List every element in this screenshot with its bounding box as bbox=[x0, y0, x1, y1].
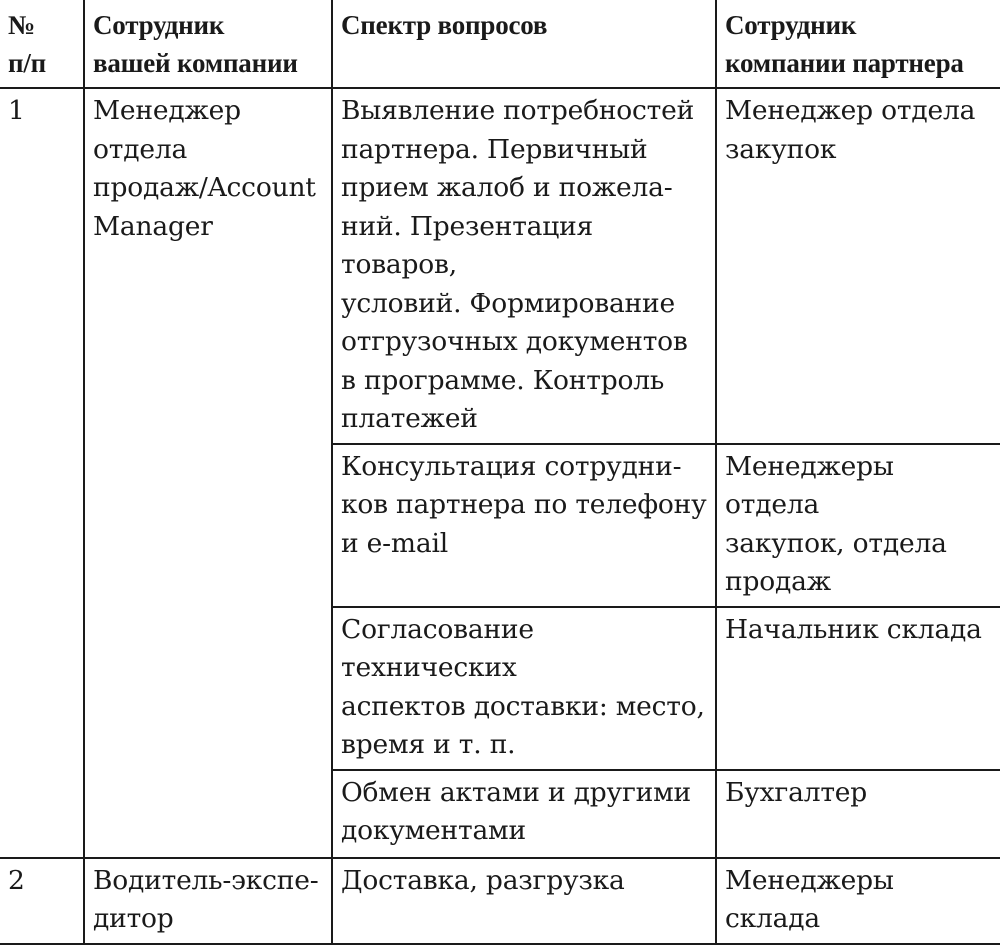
question-line: Консультация сотрудни- bbox=[341, 450, 682, 482]
employee-line: Менеджер отдела bbox=[93, 95, 241, 165]
partner-line: Начальник склада bbox=[725, 613, 982, 645]
employee-line: Manager bbox=[93, 210, 213, 242]
employee-line: продаж/Account bbox=[93, 172, 316, 203]
table-row bbox=[0, 88, 1000, 444]
question-cell bbox=[332, 770, 716, 858]
partner-line: Менеджеры склада bbox=[725, 864, 894, 934]
row-number: 1 bbox=[8, 95, 25, 126]
partner-cell bbox=[716, 858, 1000, 944]
question-line: Обмен актами и другими bbox=[341, 776, 691, 808]
header-partner-line: Сотрудник bbox=[725, 10, 857, 40]
question-line: и e-mail bbox=[341, 527, 449, 559]
table-row bbox=[0, 858, 1000, 944]
header-questions-line: Спектр вопросов bbox=[341, 10, 548, 40]
row-number-cell bbox=[0, 88, 84, 858]
table-header bbox=[0, 0, 1000, 88]
partner-cell bbox=[716, 607, 1000, 770]
partner-line: Менеджер отдела bbox=[725, 95, 976, 126]
question-line: платежей bbox=[341, 403, 478, 434]
header-partner-line: компании партнера bbox=[725, 48, 964, 78]
header-employee bbox=[84, 0, 332, 88]
question-line: аспектов доставки: место, bbox=[341, 690, 705, 722]
question-line: ний. Презентация товаров, bbox=[341, 210, 594, 280]
question-line: документами bbox=[341, 815, 526, 846]
question-cell bbox=[332, 858, 716, 944]
partner-line: продаж bbox=[725, 566, 831, 597]
question-line: время и т. п. bbox=[341, 729, 516, 760]
partner-line: закупок bbox=[725, 133, 837, 165]
partner-line: Менеджеры отдела bbox=[725, 450, 894, 520]
employee-line: дитор bbox=[93, 903, 174, 934]
partner-line: закупок, отдела bbox=[725, 527, 947, 559]
employee-line: Водитель-экспе- bbox=[93, 864, 319, 896]
question-line: прием жалоб и пожела- bbox=[341, 172, 673, 203]
question-cell bbox=[332, 88, 716, 444]
row-number-cell bbox=[0, 858, 84, 944]
question-line: Выявление потребностей bbox=[341, 95, 695, 126]
employee-cell bbox=[84, 858, 332, 944]
header-num-line: п/п bbox=[8, 48, 47, 78]
header-questions bbox=[332, 0, 716, 88]
table-body bbox=[0, 88, 1000, 944]
header-num bbox=[0, 0, 84, 88]
row-number: 2 bbox=[8, 864, 25, 896]
header-employee-line: вашей компании bbox=[93, 48, 298, 78]
question-line: в программе. Контроль bbox=[341, 364, 665, 396]
question-line: Согласование технических bbox=[341, 613, 534, 683]
question-cell bbox=[332, 607, 716, 770]
employee-cell bbox=[84, 88, 332, 858]
header-employee-line: Сотрудник bbox=[93, 10, 225, 40]
question-line: условий. Формирование bbox=[341, 287, 675, 319]
question-cell bbox=[332, 444, 716, 607]
question-line: отгрузочных документов bbox=[341, 326, 688, 357]
header-num-line: № bbox=[8, 10, 35, 40]
header-row bbox=[0, 0, 1000, 88]
partner-cell bbox=[716, 88, 1000, 444]
partner-cell bbox=[716, 444, 1000, 607]
question-line: партнера. Первичный bbox=[341, 133, 648, 165]
partner-line: Бухгалтер bbox=[725, 776, 868, 808]
question-line: Доставка, разгрузка bbox=[341, 864, 625, 896]
question-line: ков партнера по телефону bbox=[341, 489, 707, 520]
header-partner bbox=[716, 0, 1000, 88]
partner-cell bbox=[716, 770, 1000, 858]
